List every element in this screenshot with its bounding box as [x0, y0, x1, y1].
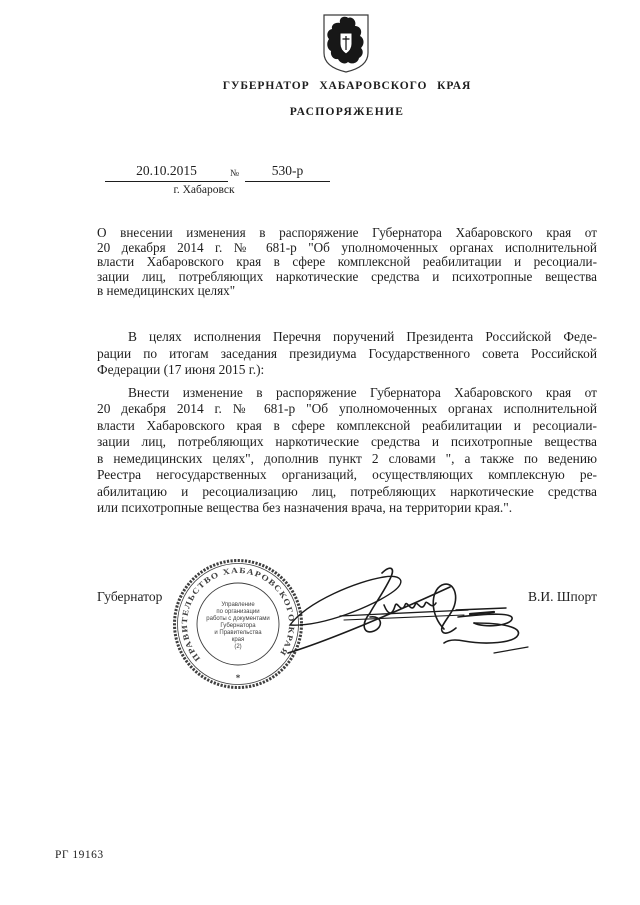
body-line: в немедицинских целях", дополнив пункт 2 словами ", а также по ведению	[97, 450, 597, 466]
doc-type-title: РАСПОРЯЖЕНИЕ	[289, 106, 405, 118]
stamp-center-line: по организации	[216, 609, 260, 615]
subject-paragraph	[97, 226, 597, 299]
org-title: ГУБЕРНАТОР ХАБАРОВСКОГО КРАЯ	[222, 80, 472, 92]
body-line: рации по итогам заседания президиума Государственного совета Российской	[97, 345, 597, 361]
body-line: зации лиц, потребляющих наркотические средства и психотропные вещества	[97, 434, 597, 449]
stamp-center-line: работы с документами	[206, 616, 270, 622]
body-line: власти Хабаровского края в сфере комплексной реабилитации и ресоциали-	[97, 417, 597, 433]
body-line: Реестра негосударственных организаций, осуществляющих комплексную ре-	[97, 467, 597, 482]
signature-name: В.И. Шпорт	[528, 589, 597, 604]
stamp-center-line: (2)	[234, 644, 242, 650]
stamp-center-line: Управление	[221, 602, 255, 608]
body-paragraph-1	[97, 329, 597, 379]
stamp-center-line: края	[231, 637, 245, 643]
body-line: 20 декабря 2014 г. № 681-р "Об уполномоченных органах исполнительной	[97, 401, 597, 416]
stamp-ring-star: *	[235, 673, 241, 683]
body-text	[97, 329, 597, 517]
body-line: Внести изменение в распоряжение Губернатора Хабаровского края от	[128, 384, 597, 400]
number-underline	[245, 181, 330, 182]
body-line: или психотропные вещества без назначения врача, на территории края.".	[97, 500, 513, 515]
coat-of-arms-icon	[321, 13, 371, 73]
doc-date: 20.10.2015	[136, 163, 197, 178]
date-underline	[105, 181, 228, 182]
body-line: Федерации (17 июня 2015 г.):	[97, 362, 265, 377]
doc-city: г. Хабаровск	[173, 184, 235, 196]
body-line: В целях исполнения Перечня поручений Президента Российской Феде-	[128, 329, 597, 344]
body-paragraph-2	[97, 385, 597, 517]
subject-line: 20 декабря 2014 г. № 681-р "Об уполномоченных органах исполнительной	[97, 239, 597, 255]
signature-title: Губернатор	[97, 589, 163, 604]
body-line: абилитацию и ресоциализацию лиц, потребляющих наркотические средства	[97, 483, 597, 499]
footer-code: РГ 19163	[55, 849, 104, 861]
stamp-center-line: Губернатора	[220, 623, 256, 629]
subject-line: О внесении изменения в распоряжение Губернатора Хабаровского края от	[97, 225, 597, 240]
subject-line: власти Хабаровского края в сфере комплексной реабилитации и ресоциали-	[97, 254, 597, 270]
subject-line: зации лиц, потребляющих наркотические средства и психотропные вещества	[97, 268, 597, 284]
stamp-center-line: и Правительства	[214, 630, 262, 636]
handwritten-signature	[278, 553, 540, 671]
stamp-ring-text: ПРАВИТЕЛЬСТВО ХАБАРОВСКОГО КРАЯ	[179, 565, 297, 664]
number-sign: №	[230, 169, 240, 179]
doc-number: 530-р	[271, 163, 304, 178]
subject-line: в немедицинских целях"	[97, 283, 236, 299]
